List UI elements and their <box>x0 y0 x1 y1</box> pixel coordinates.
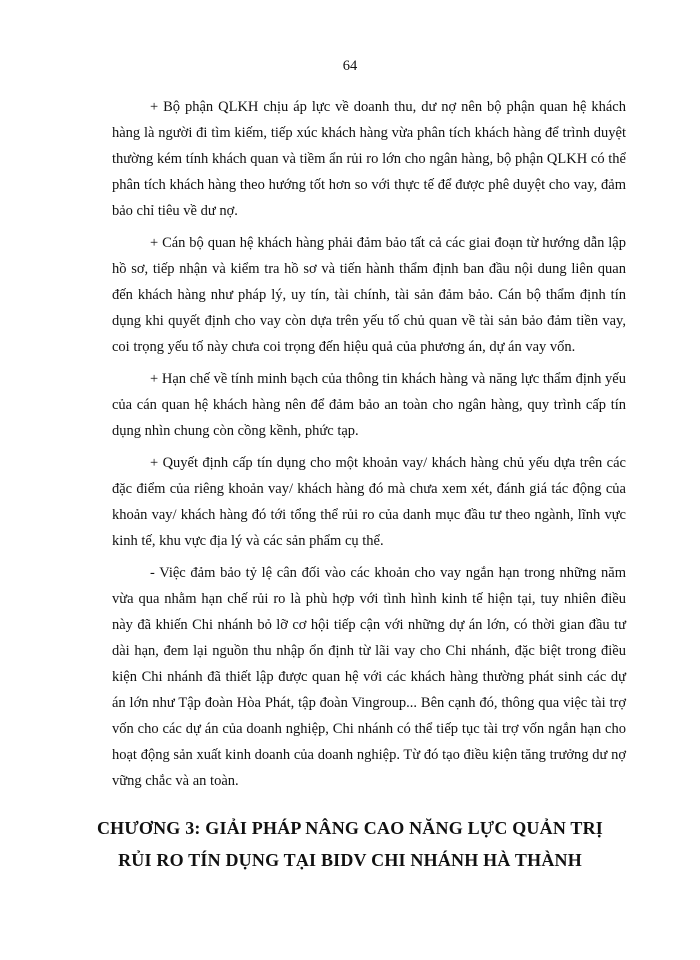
chapter-heading-line-1: CHƯƠNG 3: GIẢI PHÁP NÂNG CAO NĂNG LỰC QUẢN TRỊ <box>96 818 604 838</box>
paragraph-short-term-lending: - Việc đảm bảo tỷ lệ cân đối vào các khoản cho vay ngắn hạn trong những năm vừa qua nhằm hạn chế rủi ro là phù hợp với tình hình kinh tế hiện tại, tuy nhiên điều này đã khiến Chi nhánh bỏ lỡ cơ hội tiếp cận với những dự án lớn, có thời gian đầu tư dài hạn, đem lại nguồn thu nhập ổn định từ lãi vay cho Chi nhánh, đặc biệt trong điều kiện Chi nhánh đã thiết lập được quan hệ với các khách hàng thường phát sinh các dự án lớn như Tập đoàn Hòa Phát, tập đoàn Vingroup... Bên cạnh đó, thông qua việc tài trợ vốn cho các dự án của doanh nghiệp, Chi nhánh có thể tiếp tục tài trợ vốn ngắn hạn cho hoạt động sản xuất kinh doanh của doanh nghiệp. Từ đó tạo điều kiện tăng trưởng dư nợ vững chắc và an toàn. <box>112 565 626 789</box>
page-number: 64 <box>342 58 358 74</box>
chapter-heading <box>90 812 610 876</box>
paragraph-relationship-officer: + Cán bộ quan hệ khách hàng phải đảm bảo tất cả các giai đoạn từ hướng dẫn lập hồ sơ, tiếp nhận và kiểm tra hồ sơ và tiến hành thẩm định ban đầu nội dung liên quan đến khách hàng như pháp lý, uy tín, tài chính, tài sản đảm bảo. Cán bộ thẩm định tín dụng khi quyết định cho vay còn dựa trên yếu tố chủ quan về tài sản bảo đảm tiền vay, coi trọng yếu tố này chưa coi trọng đến hiệu quả của phương án, dự án vay vốn. <box>112 235 626 355</box>
paragraph-credit-decision: + Quyết định cấp tín dụng cho một khoản vay/ khách hàng chủ yếu dựa trên các đặc điểm của riêng khoản vay/ khách hàng đó mà chưa xem xét, đánh giá tác động của khoản vay/ khách hàng đó tới tổng thể rủi ro của danh mục đầu tư theo ngành, lĩnh vực kinh tế, khu vực địa lý và các sản phẩm cụ thể. <box>112 455 626 549</box>
chapter-heading-line-2: RỦI RO TÍN DỤNG TẠI BIDV CHI NHÁNH HÀ THÀNH <box>118 850 582 870</box>
body-text <box>112 94 626 794</box>
paragraph-transparency-limit: + Hạn chế về tính minh bạch của thông tin khách hàng và năng lực thẩm định yếu của cán quan hệ khách hàng nên để đảm bảo an toàn cho ngân hàng, quy trình cấp tín dụng nhìn chung còn cồng kềnh, phức tạp. <box>112 371 626 439</box>
paragraph-qlkh-pressure: + Bộ phận QLKH chịu áp lực về doanh thu, dư nợ nên bộ phận quan hệ khách hàng là người đi tìm kiếm, tiếp xúc khách hàng vừa phân tích khách hàng để trình duyệt thường kém tính khách quan và tiềm ẩn rủi ro lớn cho ngân hàng, bộ phận QLKH có thể phân tích khách hàng theo hướng tốt hơn so với thực tế để được phê duyệt cho vay, đảm bảo chỉ tiêu về dư nợ. <box>112 99 626 219</box>
